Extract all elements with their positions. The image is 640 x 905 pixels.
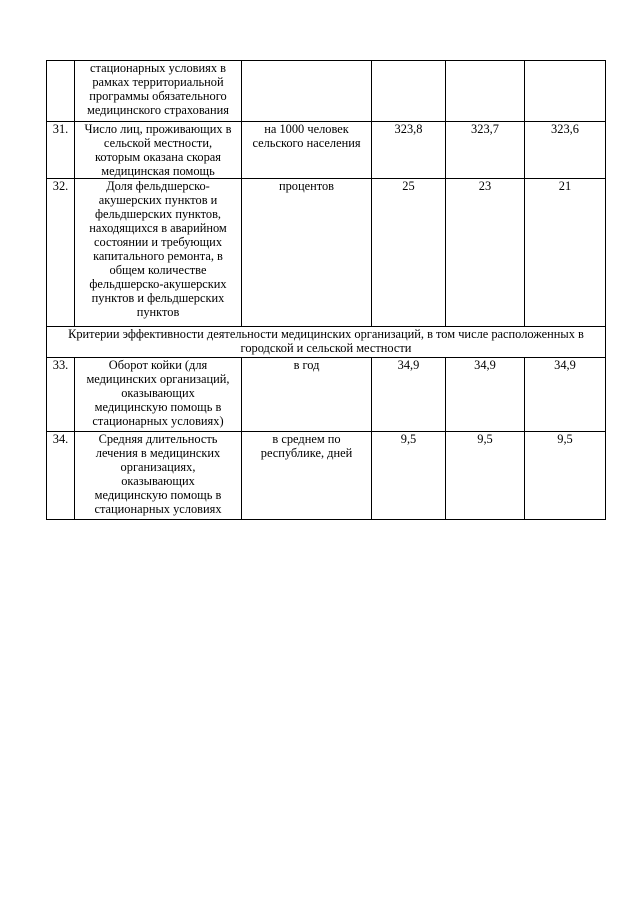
value-cell-2: 9,5 [446, 432, 525, 520]
row-number-cell: 34. [47, 432, 75, 520]
unit-text: в среднем по республике, дней [260, 432, 353, 460]
row-number-cell: 33. [47, 358, 75, 432]
table-row-32 [47, 179, 606, 327]
value-cell-3: 21 [525, 179, 606, 327]
unit-cell [242, 61, 372, 122]
indicator-name-cell [75, 358, 242, 432]
section-header-cell [47, 327, 606, 358]
table-row-31 [47, 122, 606, 179]
row-number-cell [47, 61, 75, 122]
row-number-cell: 31. [47, 122, 75, 179]
value-cell-1: 9,5 [372, 432, 446, 520]
indicator-name-cell [75, 61, 242, 122]
unit-cell [242, 432, 372, 520]
value-cell-1: 323,8 [372, 122, 446, 179]
value-cell-2: 323,7 [446, 122, 525, 179]
value-cell-3 [525, 61, 606, 122]
value-cell-2 [446, 61, 525, 122]
indicator-name-cell [75, 122, 242, 179]
section-header-text: Критерии эффективности деятельности медицинских организаций, в том числе расположенных в городской и сельской местности [68, 327, 584, 355]
indicator-name-cell [75, 432, 242, 520]
indicator-name-text: Доля фельдшерско- акушерских пунктов и фельдшерских пунктов, находящихся в аварийном состоянии и требующих капитального ремонта, в общем количестве фельдшерско-акушерских пунктов и фельдшерских пунктов [89, 179, 227, 319]
table-row-34 [47, 432, 606, 520]
indicator-name-text: Число лиц, проживающих в сельской местности, которым оказана скорая медицинская помощь [84, 122, 232, 178]
unit-cell: в год [242, 358, 372, 432]
indicators-table [46, 60, 606, 520]
value-cell-3: 34,9 [525, 358, 606, 432]
value-cell-2: 34,9 [446, 358, 525, 432]
value-cell-1 [372, 61, 446, 122]
value-cell-2: 23 [446, 179, 525, 327]
unit-cell [242, 122, 372, 179]
table-row-33 [47, 358, 606, 432]
row-number-cell: 32. [47, 179, 75, 327]
indicator-name-text: Средняя длительность лечения в медицинских организациях, оказывающих медицинскую помощь в стационарных условиях [94, 432, 222, 516]
value-cell-3: 9,5 [525, 432, 606, 520]
value-cell-3: 323,6 [525, 122, 606, 179]
table-row-continued [47, 61, 606, 122]
value-cell-1: 34,9 [372, 358, 446, 432]
section-header-row [47, 327, 606, 358]
unit-cell: процентов [242, 179, 372, 327]
unit-text: на 1000 человек сельского населения [252, 122, 361, 150]
indicator-name-cell [75, 179, 242, 327]
indicator-name-text: стационарных условиях в рамках территориальной программы обязательного медицинского страхования [87, 61, 229, 117]
value-cell-1: 25 [372, 179, 446, 327]
indicator-name-text: Оборот койки (для медицинских организаций, оказывающих медицинскую помощь в стационарных условиях) [86, 358, 230, 428]
